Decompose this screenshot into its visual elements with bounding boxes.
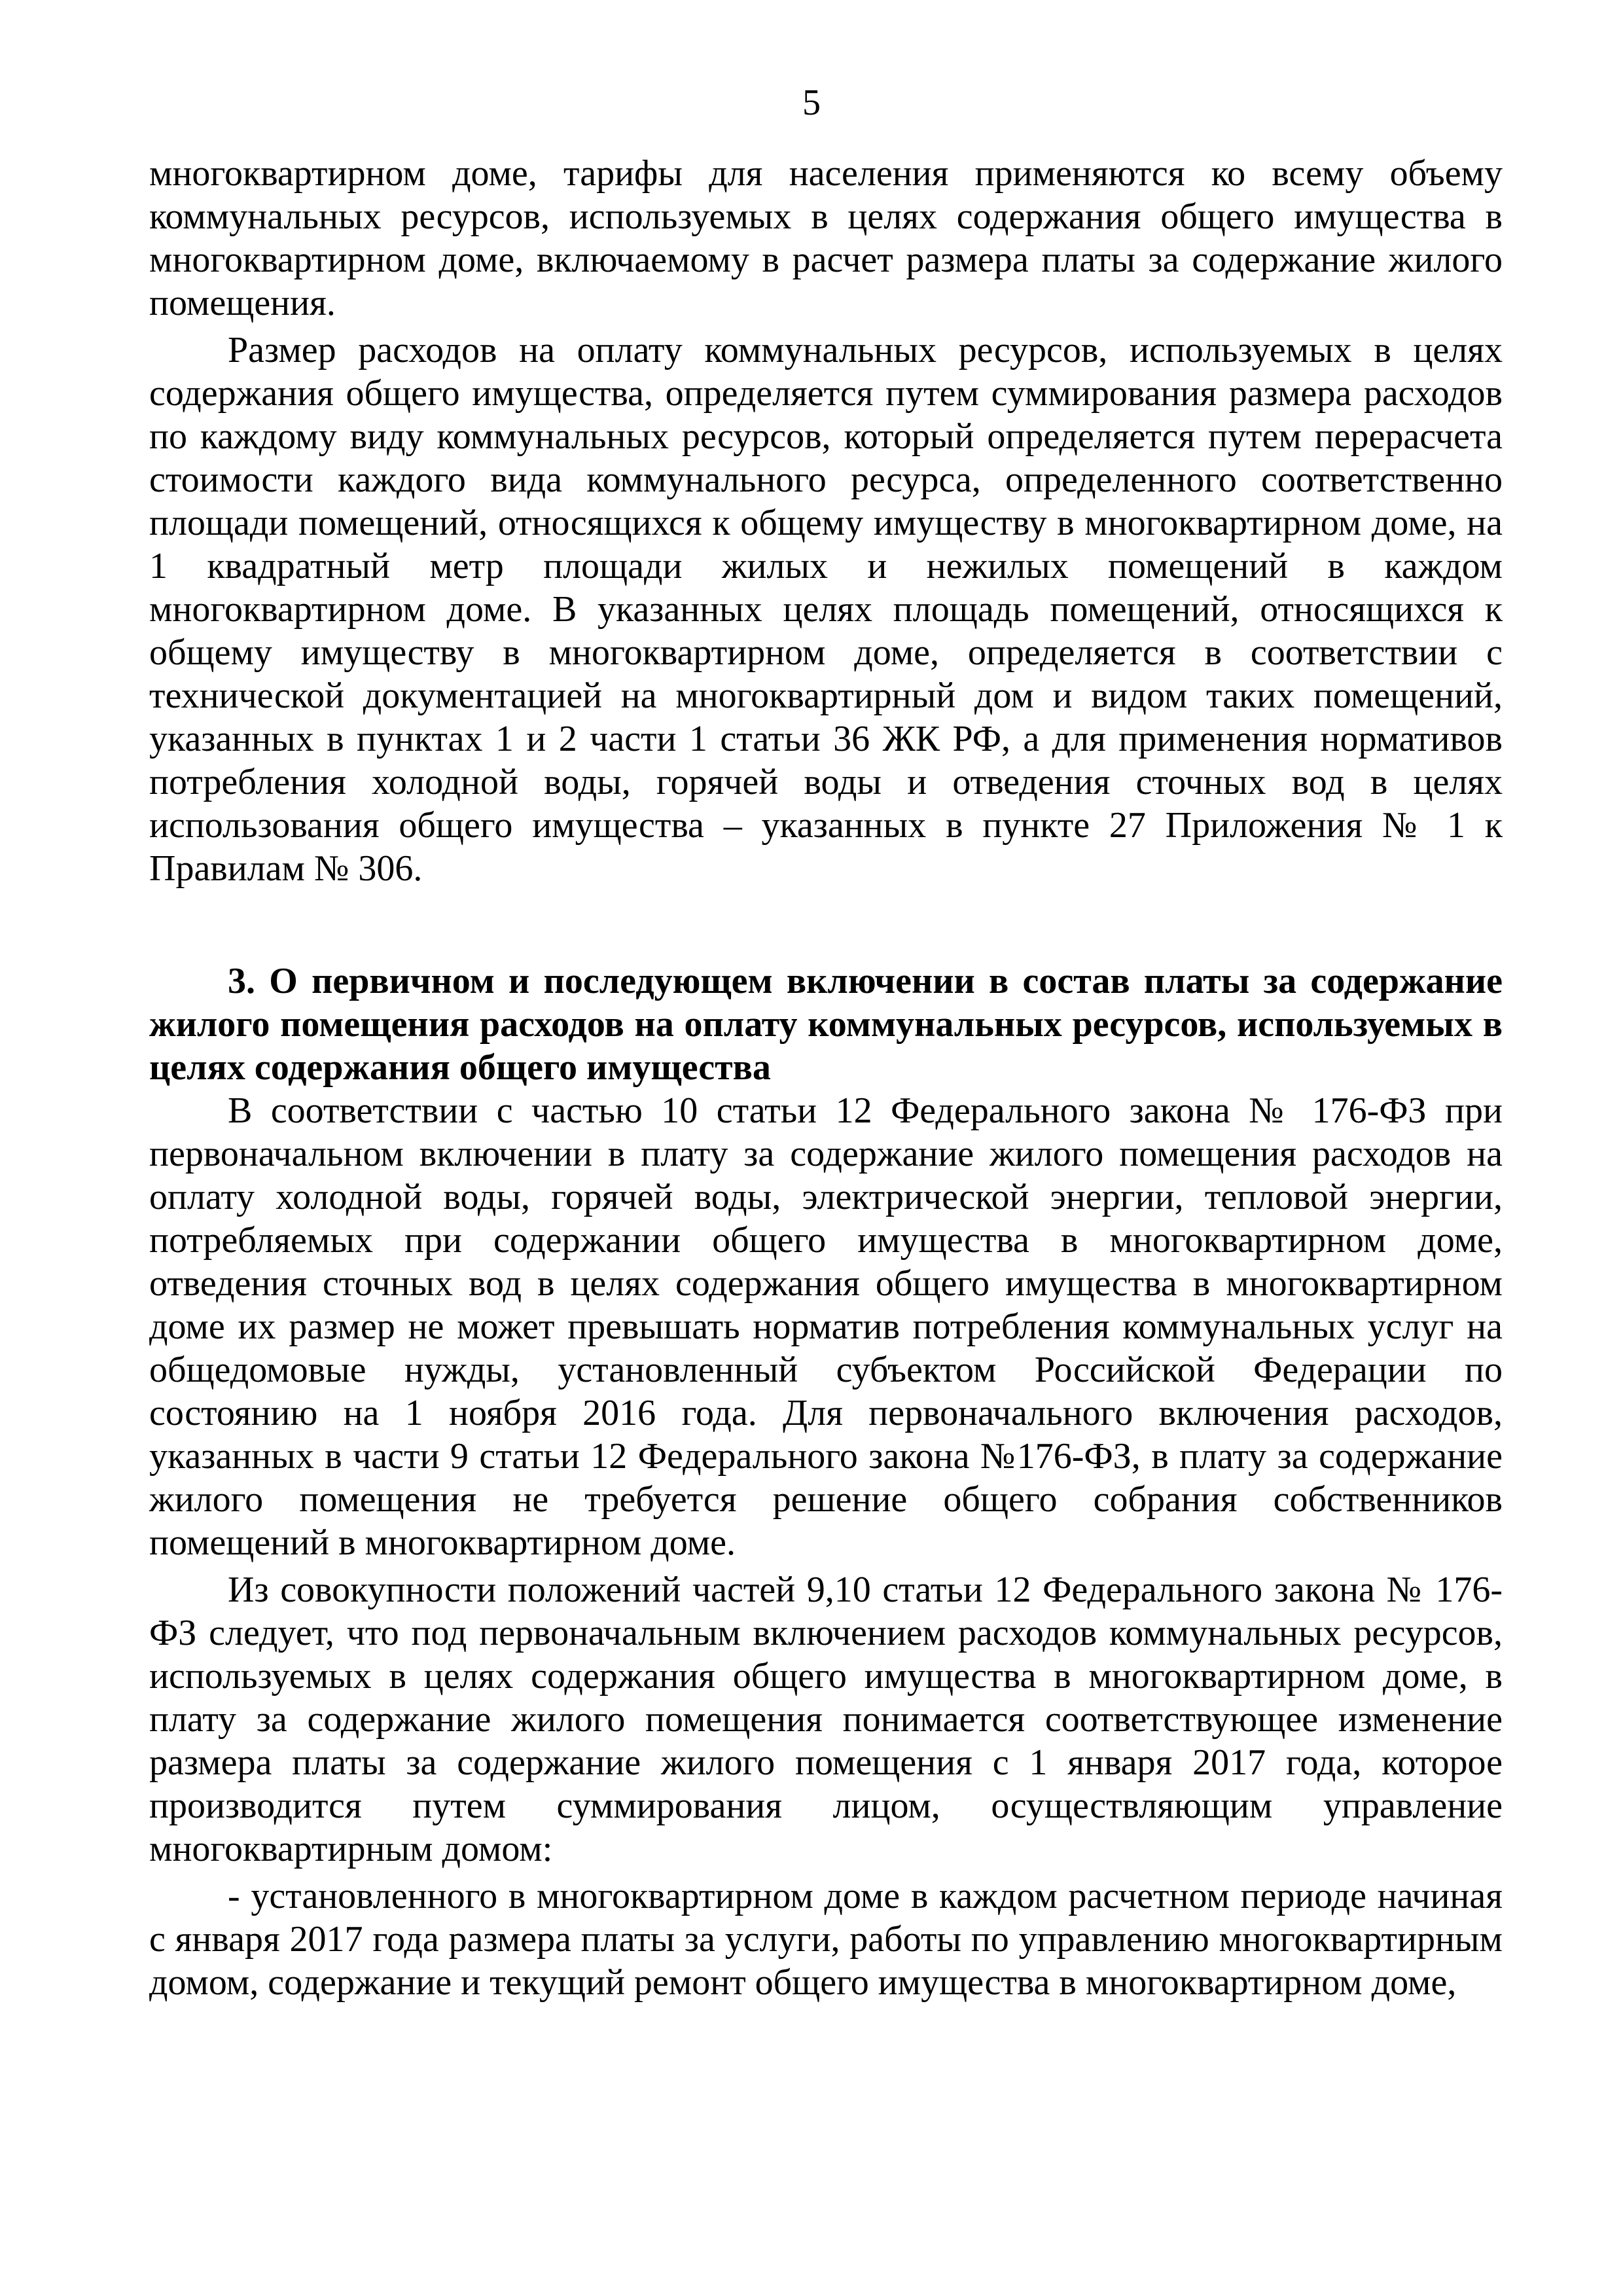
page-number: 5	[802, 82, 821, 123]
paragraph-expense-calculation: Размер расходов на оплату коммунальных ресурсов, используемых в целях содержания общего имущества, определяется путем суммирования размера расходов по каждому виду коммунальных ресурсов, который определяется путем перерасчета стоимости каждого вида коммунального ресурса, определенного соответственно площади помещений, относящихся к общему имуществу в многоквартирном доме, на 1 квадратный метр площади жилых и нежилых помещений в каждом многоквартирном доме. В указанных целях площадь помещений, относящихся к общему имуществу в многоквартирном доме, определяется в соответствии с технической документацией на многоквартирный дом и видом таких помещений, указанных в пунктах 1 и 2 части 1 статьи 36 ЖК РФ, а для применения нормативов потребления холодной воды, горячей воды и отведения сточных вод в целях использования общего имущества – указанных в пункте 27 Приложения № 1 к Правилам № 306.	[149, 330, 1503, 889]
paragraph-continuation: многоквартирном доме, тарифы для населения применяются ко всему объему коммунальных ресурсов, используемых в целях содержания общего имущества в многоквартирном доме, включаемому в расчет размера платы за содержание жилого помещения.	[149, 153, 1503, 323]
list-item-established-fee: - установленного в многоквартирном доме в каждом расчетном периоде начиная с января 2017 года размера платы за услуги, работы по управлению многоквартирным домом, содержание и текущий ремонт общего имущества в многоквартирном доме,	[149, 1876, 1503, 2003]
paragraph-initial-inclusion: Из совокупности положений частей 9,10 статьи 12 Федерального закона № 176-ФЗ следует, что под первоначальным включением расходов коммунальных ресурсов, используемых в целях содержания общего имущества в многоквартирном доме, в плату за содержание жилого помещения понимается соответствующее изменение размера платы за содержание жилого помещения с 1 января 2017 года, которое производится путем суммирования лицом, осуществляющим управление многоквартирным домом:	[149, 1570, 1503, 1869]
section-heading-3: 3. О первичном и последующем включении в состав платы за содержание жилого помещения расходов на оплату коммунальных ресурсов, используемых в целях содержания общего имущества	[149, 961, 1503, 1088]
paragraph-law-176-fz: В соответствии с частью 10 статьи 12 Федерального закона № 176-ФЗ при первоначальном включении в плату за содержание жилого помещения расходов на оплату холодной воды, горячей воды, электрической энергии, тепловой энергии, потребляемых при содержании общего имущества в многоквартирном доме, отведения сточных вод в целях содержания общего имущества в многоквартирном доме их размер не может превышать норматив потребления коммунальных услуг на общедомовые нужды, установленный субъектом Российской Федерации по состоянию на 1 ноября 2016 года. Для первоначального включения расходов, указанных в части 9 статьи 12 Федерального закона №176-ФЗ, в плату за содержание жилого помещения не требуется решение общего собрания собственников помещений в многоквартирном доме.	[149, 1090, 1503, 1563]
document-body	[149, 152, 1503, 2004]
